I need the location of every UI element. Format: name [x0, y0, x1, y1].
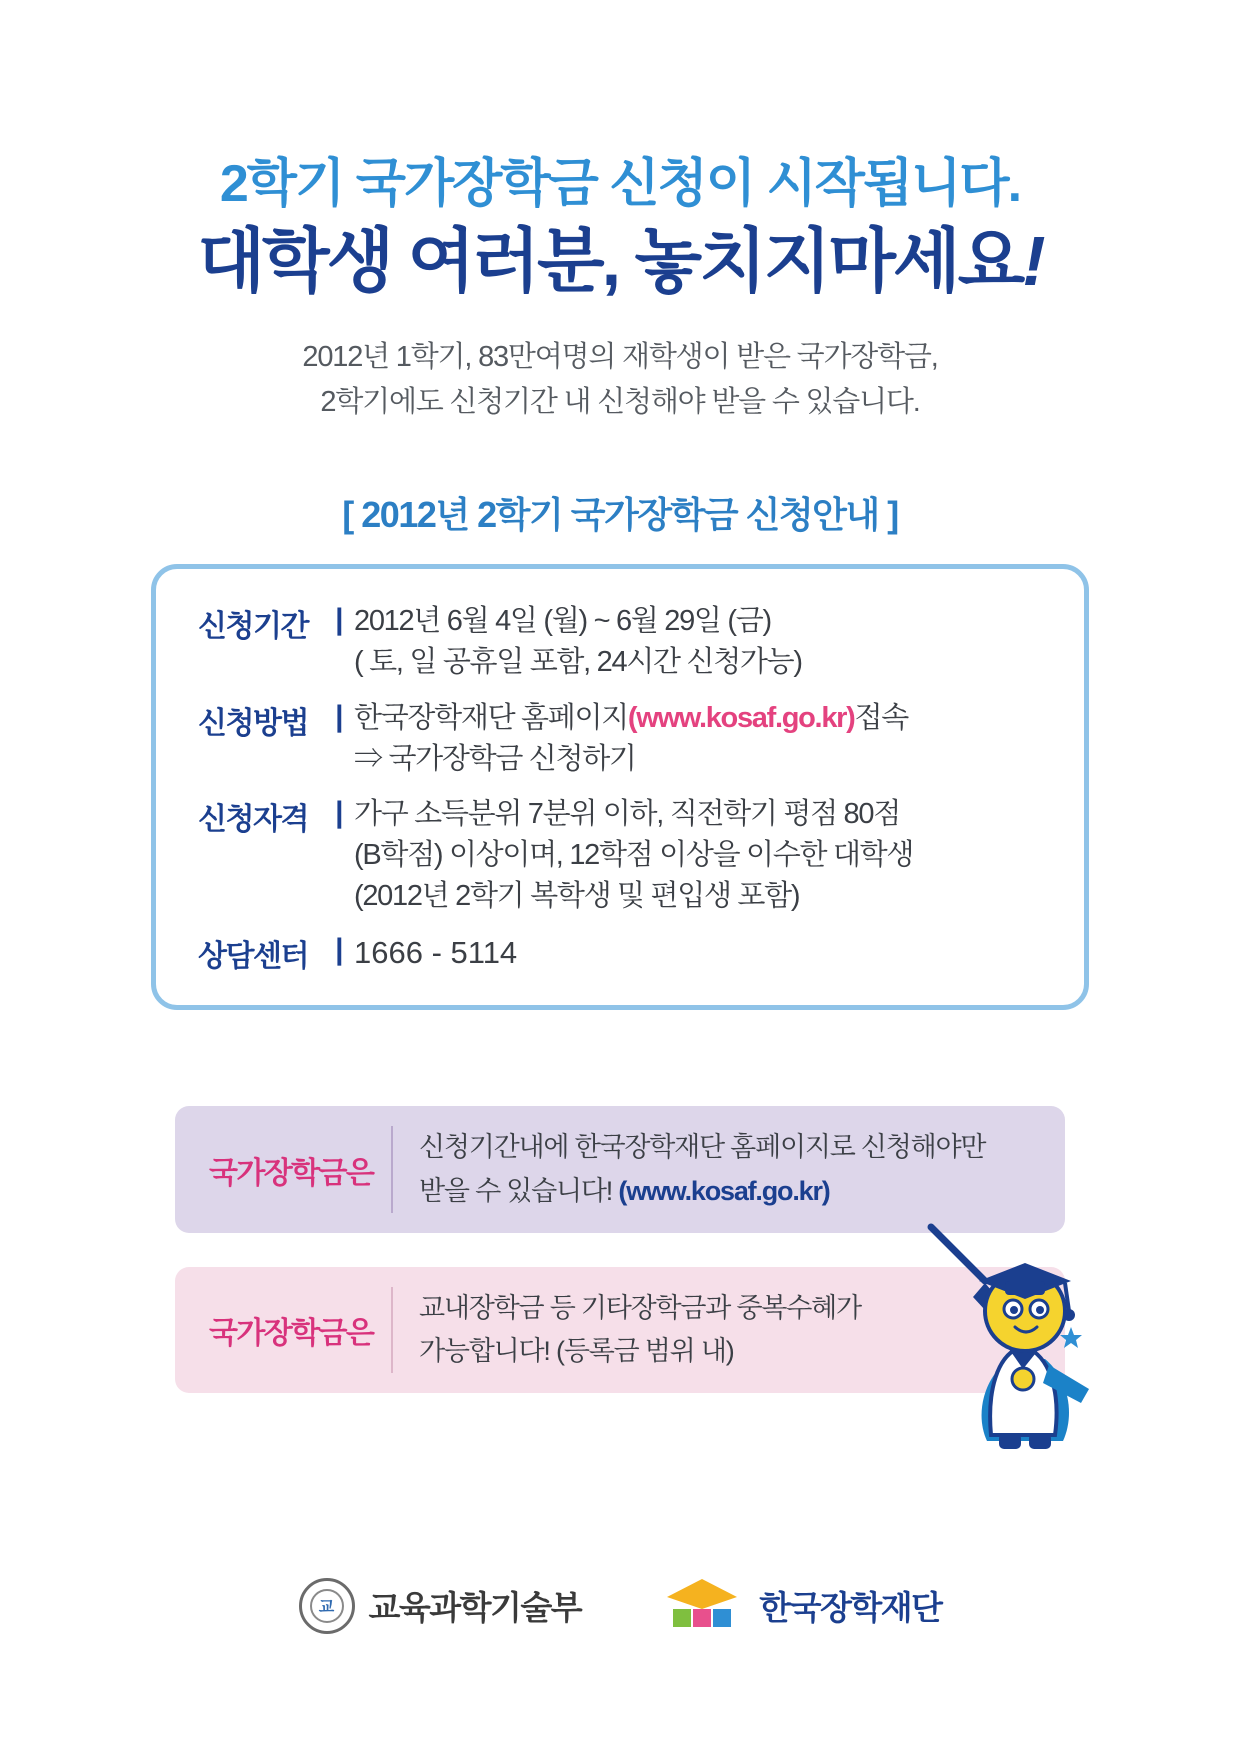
callout-tag-2: 국가장학금은 [209, 1316, 374, 1350]
info-value-period [348, 601, 1050, 683]
info-value-method-line-2: ⇒ 국가장학금 신청하기 [354, 742, 636, 775]
callout-2-line-1: 교내장학금 등 기타장학금과 중복수혜가 [419, 1292, 861, 1323]
label-separator: | [335, 933, 342, 967]
info-value-callcenter: 1666 - 5114 [354, 935, 518, 971]
callout-2-exclamation: ! [543, 1335, 550, 1366]
info-value-period-line-2: ( 토, 일 공휴일 포함, 24시간 신청가능) [354, 646, 802, 679]
info-label-eligibility-text: 신청자격 [198, 802, 308, 836]
info-value-eligibility-line-3: (2012년 2학기 복학생 및 편입생 포함) [354, 880, 800, 913]
headline-line-2 [0, 221, 1240, 302]
callout-1-line-2-pre: 받을 수 있습니다 [419, 1175, 606, 1206]
info-label-callcenter [198, 931, 348, 975]
info-label-method [198, 698, 348, 742]
info-label-eligibility [198, 794, 348, 838]
headline-line-2-text: 대학생 여러분, 놓치지마세요 [197, 221, 1023, 300]
subheading-line-2: 2학기에도 신청기간 내 신청해야 받을 수 있습니다. [320, 386, 920, 419]
info-value-eligibility-line-1: 가구 소득분위 7분위 이하, 직전학기 평점 80점 [354, 797, 900, 830]
headline-line-1: 2학기 국가장학금 신청이 시작됩니다. [219, 155, 1021, 213]
section-title: [ 2012년 2학기 국가장학금 신청안내 ] [342, 494, 898, 536]
method-text-post: 접속 [854, 701, 908, 734]
moe-logo-text: 교육과학기술부 [368, 1589, 582, 1626]
info-row-period [198, 601, 1050, 683]
kosaf-logo-text: 한국장학재단 [759, 1589, 942, 1626]
info-value-method-line-1 [354, 698, 1050, 739]
kosaf-url-link[interactable]: (www.kosaf.go.kr) [627, 701, 855, 734]
callout-1-url-link[interactable]: (www.kosaf.go.kr) [618, 1175, 830, 1206]
subheading-block [0, 335, 1240, 425]
info-value-period-line-1: 2012년 6월 4일 (월) ~ 6월 29일 (금) [354, 605, 771, 638]
callout-2-line-2-pre: 가능합니다 [419, 1335, 544, 1366]
info-value-eligibility-line-2: (B학점) 이상이며, 12학점 이상을 이수한 대학생 [354, 839, 914, 872]
info-value-eligibility [348, 794, 1050, 918]
info-value-method [348, 698, 1050, 780]
subheading-line-1: 2012년 1학기, 83만여명의 재학생이 받은 국가장학금, [302, 341, 938, 374]
info-row-method [198, 698, 1050, 780]
mascot-character-icon [913, 1219, 1128, 1454]
callout-1-line-2 [419, 1170, 1039, 1213]
info-label-period-text: 신청기간 [198, 610, 308, 644]
label-separator: | [335, 603, 342, 637]
callout-1-line-1: 신청기간내에 한국장학재단 홈페이지로 신청해야만 [419, 1132, 986, 1163]
label-separator: | [335, 795, 342, 829]
application-info-box [151, 564, 1089, 1010]
callout-tag-1: 국가장학금은 [209, 1156, 374, 1190]
kosaf-logo-item [659, 1575, 941, 1636]
footer-logos [0, 1575, 1240, 1636]
moe-logo-item [299, 1578, 582, 1634]
callout-text-1 [419, 1126, 1039, 1212]
callout-banner-online-application [175, 1106, 1065, 1232]
callout-2-note: (등록금 범위 내) [556, 1335, 734, 1366]
info-label-method-text: 신청방법 [198, 706, 308, 740]
info-label-period [198, 601, 348, 645]
callout-divider-1 [391, 1126, 393, 1212]
info-label-callcenter-text: 상담센터 [198, 940, 308, 974]
headline-block [0, 0, 1240, 301]
callout-1-exclamation: ! [605, 1175, 613, 1206]
info-row-eligibility [198, 794, 1050, 918]
label-separator: | [335, 699, 342, 733]
info-row-callcenter [198, 931, 1050, 975]
method-text-pre: 한국장학재단 홈페이지 [354, 701, 628, 734]
kosaf-mark-icon [659, 1575, 745, 1636]
headline-exclamation: ! [1022, 221, 1043, 300]
moe-seal-inner: 교 [310, 1589, 344, 1623]
callout-divider-2 [391, 1287, 393, 1373]
moe-seal-icon [299, 1578, 355, 1634]
